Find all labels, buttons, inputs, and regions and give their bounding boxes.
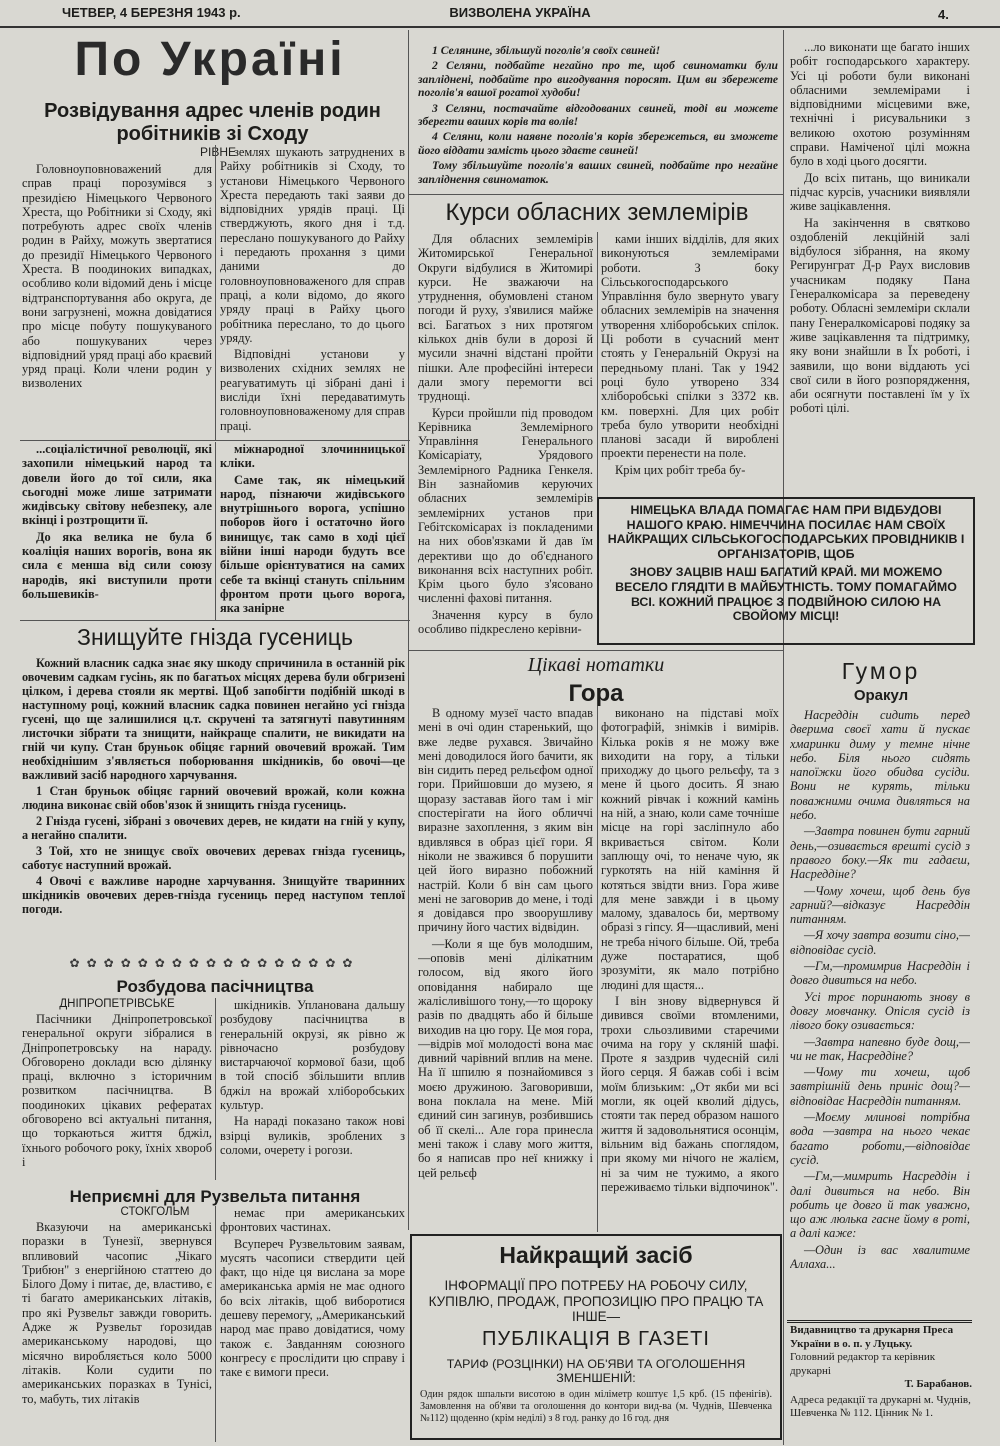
appeal-pigs: 1 Селянине, збільшуй поголів'я своїх свиней! 2 Селяни, подбайте негайно про те, щоб свиноматки були запліднені, подбайте про вигодування поросят. Цим ви збережете поголів'я вашої рогатої худоби! 3 Селяни, постачайте відгодованих свиней, тоді ви можете зберегти ваших корів та волів! 4 Селяни, коли наявне поголів'я корів збережеться, ви зможете його віддати замість цього здаєте свиней! Тому збільшуйте поголів'я ваших свиней, подбайте про негайне запліднення свиноматок. (418, 44, 778, 186)
article-title-caterpillars: Знищуйте гнізда гусениць (77, 624, 353, 650)
section-rule (20, 440, 410, 441)
ad-headline: ПУБЛІКАЦІЯ В ГАЗЕТІ (482, 1327, 710, 1350)
ad-body: ІНФОРМАЦІЇ ПРО ПОТРЕБУ НА РОБОЧУ СИЛУ, КУПІВЛЮ, ПРОДАЖ, ПРОПОЗИЦІЮ ПРО ПРАЦЮ ТА ІНШЕ— (428, 1278, 764, 1324)
article-title-beekeeping: Розбудова пасічництва (116, 977, 314, 996)
ad-tariff: ТАРИФ (РОЗЦІНКИ) НА ОБ'ЯВИ ТА ОГОЛОШЕННЯ ЗМЕНШЕНІЙ: (446, 1356, 746, 1385)
right-column-continuation: ...ло виконати ще багато інших робіт господарського характеру. Усі ці роботи були виконані обласними землемірами і відповідними місцевими вже, технічні і рисувальники з великою охотою розумінням справи. Наміченої цілі можна було в ході цього досягти. До всіх питань, що виникали підчас курсів, учасники виявляли живе зацікавлення. На закінчення в святково оздобленій лекційній залі відбулося зібрання, на якому Регирунграт Д-р Раух висловив учасникам подяку Пана Генералкомісара за переведену роботу. Обласні землеміри склали пану Генералкомісарові подяку за живе зацікавлення та підтримку, яку вони знайшли в Їх роботі, і заявили, що вони віддають усі свої сили в його розпорядження, аби осягнути поставлені їм у їх роботі цілі. (790, 40, 970, 416)
section-rule (408, 650, 783, 651)
imprint-rule (787, 1320, 972, 1323)
notes-kicker: Цікаві нотатки (527, 654, 665, 676)
dateline-rivne: РІВНЕ (200, 145, 237, 159)
article-body-col1: Головноуповноважений для справ праці порозумівся з президією Німецького Червоного Хреста, що Робітники зі Сходу, які потребують адрес своїх членів родин в Райху, можуть звертатися до президії Німецького Червоного Хреста. В поодиноких випадках, особливо коли відомий день і місце відтранспортування або округа, де вони загрузнені, можна довідатися про місце побуту пошукуваного або пошукуваних через відповідний уряд праці або краєвий уряд праці. Коли члени родин у визволених (22, 162, 212, 391)
ad-title: Найкращий засіб (499, 1242, 693, 1268)
surveyors-col2: ками інших відділів, для яких виконуються землемірами роботи. З боку Сільськогосподарського Управління було звернуто увагу обласних землемірів на значення утворення хліборобських спілок. Ці роботи в сучасний мент стоять у Генеральній Окрузі на передньому плані. Так у 1942 році було утворено 334 хліборобські спілки з 3372 кв. км. поверхні. Для цих робіт треба було утворити необхідні планові засади й вироблені проекти перенести на поле. Крім цих робіт треба бу- (601, 232, 779, 477)
column-rule (783, 650, 784, 1445)
imprint (790, 1324, 972, 1442)
column-rule (215, 1206, 216, 1442)
advertisement-box (410, 1234, 782, 1440)
caterpillars-body: Кожний власник садка знає яку шкоду спричинила в останній рік овочевим садкам гусінь, як по багатьох місцях дерева були обгризені цілком, і дерева стояли як мертві. Щоб запобігти подібній шкоді в наступному році, кожний власник садка повинен негайно усі гнізда гусені, що ще залишилися ц.т. скручені та затягнуті павутинням листочки зібрати та знищити, найкраще спалити, не викидати на гній чи купу. Стан бруньок обіцяє гарний овочевий врожай. Тим необхіднішим з'являється поборювання шкідників, бо овочі—це важливий засіб народного харчування. 1 Стан бруньок обіцяє гарний овочевий врожай, коли кожна людина виконає свій обов'язок й знищить гнізда гусениць. 2 Гнізда гусені, зібрані з овочевих дерев, не кидати на гній у купу, а негайно спалити. 3 Той, хто не знищує своїх овочевих деревах гнізда гусениць, саботує наступний врожай. 4 Овочі є важливе народне харчування. Знищуйте тваринних шкідників овочевих дерев-гнізда гусениць перед наступом теплої погоди. (22, 656, 405, 916)
banner-line1: НІМЕЦЬКА ВЛАДА ПОМАГАЄ НАМ ПРИ ВІДБУДОВІ НАШОГО КРАЮ. НІМЕЧЧИНА ПОСИЛАЄ НАМ СВОЇХ НАЙКРАЩИХ СІЛЬСЬКОГОСПОДАРСЬКИХ ПРОВІДНИКІВ І ОРГАНІЗАТОРІВ, ЩОБ (607, 503, 965, 561)
humor-kicker: Гумор (841, 658, 921, 684)
propaganda-banner (597, 497, 975, 645)
column-rule (215, 442, 216, 620)
section-title: По Україні (74, 33, 346, 86)
section-rule (20, 620, 410, 621)
notes-title: Гора (568, 680, 624, 707)
beekeeping-col2: шкідників. Упланована дальшу розбудову пасічництва в генеральній окрузі, як рівно ж рівночасно розбудову вистарчаючої кормової бази, щоб в той спосіб збільшити вплив бджіл на врожай хліборобських культур. На нараді показано також нові взірці вуликів, зроблених з соломи, очерету і рогози. (220, 998, 405, 1157)
banner-line2: ЗНОВУ ЗАЦВІВ НАШ БАГАТИЙ КРАЙ. МИ МОЖЕМО ВЕСЕЛО ГЛЯДІТИ В МАЙБУТНІСТЬ. ТОМУ ПОМАГАЙМО ВСІ. КОЖНИЙ ПРАЦЮЄ З ПОДВІЙНОЮ СИЛОЮ НА СВОЙОМУ МІСЦІ! (615, 565, 957, 624)
beekeeping-col1: Пасічники Дніпропетровської генеральної округи зібралися в Дніпропетровську на нараду. Обговорено доклади всю ділянку праці, включно з історичним розвитком пасічництва. В поодиноких цікавих рефератах обговорено всі актуальні питання, що торкаються життя бджіл, їхнього робочого року, їхніх хвороб і (22, 1012, 212, 1169)
humor-title: Оракул (853, 687, 909, 704)
section-rule (408, 194, 783, 195)
humor-body: Насреддін сидить перед дверима своєї хати й пускає хмаринки диму у темне нічне небо. Біля нього сидять напоїжки його обидва сусіди. Вони не курять, тільки поважними очима дивляться на небо. —Завтра повинен бути гарний день,—озивається врешті сусід з правого боку.—Як ти гадаєш, Насреддіне? —Чому хочеш, щоб день був гарний?—відказує Насреддін питанням. —Я хочу завтра возити сіно,—відповідає сусід. —Гм,—промимрив Насреддін і довго дивиться на небо. Усі троє поринають знову в довгу мовчанку. Опісля сусід із лівого боку озивається: —Завтра напевно буде дощ,—чи не так, Насреддіне? —Чому ти хочеш, щоб завтрішній день приніс дощ?—відповідає Насреддін питанням. —Моєму млинові потрібна вода —завтра на нього чекає багато роботи,—відповідає сусід. —Гм,—мимрить Насреддін і далі дивиться на небо. Він робить це довго й так уважно, що аж люлька гасне йому в роті, а далі каже: —Один із вас хвалитиме Аллаха... (790, 708, 970, 1271)
fragment-mid: міжнародної злочинницької кліки. Саме так, як німецький народ, пізнаючи жидівського внутрішнього ворога, успішно поборов його і остаточно його винищує, так само в ході цієї війни інші народи будуть все більше орієнтуватися на самих себе та вкінці стануть спільним фронтом проти цього ворога, яка занірне (220, 442, 405, 616)
article-title-addresses: Розвідування адрес членів родин робітників зі Сходу (44, 100, 381, 145)
column-rule (215, 998, 216, 1180)
fragment-left: ...соціалістичної революції, які захопили німецький народ та довели його до тої сили, яка сьогодні може лише затримати жидівську світову небезпеку, але вкінці і розтрощити її. До яка велика не була б коаліція наших ворогів, вона як сила є менша від сили союзу народів, які виступили проти большевиків- (22, 442, 212, 601)
column-rule (408, 650, 409, 1230)
editor-label: Головний редактор та керівник друкарні (790, 1351, 936, 1377)
column-rule (597, 706, 598, 1232)
roosevelt-col2: немає при американських фронтових частинах. Всупереч Рузвельтовим заявам, мусять часописи ствердити цей факт, що ніде ця вислана за море американська армія не має одного бо всіх літаків, щоб виборотися дешеву перемогу, „Американський народ має право довідатися, чому також є. Завданням союзного конгресу є прослідити цю справу і таке є вимоги преси. (220, 1206, 405, 1380)
article-body-col2: землях шукають затруднених в Райху робітників зі Сходу, то установи Німецького Червоного Хреста передають такі заяви до відповідних урядів праці. Ці стверджують, якого дня і т.д. переслано пошукуваного до Райху і передають прохання з цими даними до головноуповноваженого для справ праці, а коли відомо, до якого уряду праці в Райху цього робітника переслано, то до цього уряду. Відповідні установи у визволених східних землях не реагуватимуть ці зібрані дані і висліди їхні передаватимуть головноуповноваженому для справ праці. (220, 145, 405, 433)
dateline-dnipro: ДНІПРОПЕТРІВСЬКЕ (59, 998, 175, 1010)
column-rule (215, 145, 216, 440)
issue-date: ЧЕТВЕР, 4 БЕРЕЗНЯ 1943 р. (62, 5, 241, 20)
dateline-stockholm: СТОКГОЛЬМ (120, 1206, 190, 1218)
ornament-divider: ✿ ✿ ✿ ✿ ✿ ✿ ✿ ✿ ✿ ✿ ✿ ✿ ✿ ✿ ✿ ✿ ✿ (69, 956, 355, 970)
notes-col2: виконано на підставі моїх фотографій, знімків і вимірів. Кілька років я не можу вже виходити на гору, а тільки приходжу до цього рельєфу, та з мене й цього досить. Я знаю кожний рівчак і кожний камінь на ній, а знаю, коли саме точніше місце на горі засліпнуло або вкривається світом. Коли заплющу очі, то неначе чую, як гуркотять на ній каміння й котяться звідти вниз. Гора живе для мене завжди і в цьому малому, здавалось би, мертвому образі з гіпсу. Я—щасливий, мені не треба нічого більше. Ой, треба дуже постаратися, щоб зрозуміти, як мало потрібно людині для щастя... І він знову відвернувся й дивився своїми втомленими, трохи сльозливими старечими очима на гору у скляній шафі. Проте я заздрив чудесній силі його серця. Я бажав собі і всім моїм близьким: „От якби ми всі могли, як оцей кволий дідусь, стояти так перед образом нашого життя й задовольнятися осонцім, вільним від бажань споглядом, при якому ми нічого не жалієм, ні за чим не тужимо, а якого переживаємо тільки відпочинок". (601, 706, 779, 1194)
surveyors-col1: Для обласних землемірів Житомирської Генеральної Округи відбулися в Житомирі курси. Не зважаючи на утруднення, обумовлені станом погоди й руху, з'явилися майже всі. Багатьох з них протягом кількох днів були в дорозі й мусили значні відстані пройти пішки. Але професійні інтереси дали змогу перемогти всі труднощі. Курси пройшли під проводом Керівника Землемірного Управління Генерального Комісаріату, Урядового Землемірного Радника Генкеля. Він зазнайомив керуючих обласних землемірів землемірних установ при Гебітскомісарах із покладеними на них обов'язками й дав їм дерективи що до об'єднаного виконання всіх наступних робіт. Крім цього було з'ясовано численні фахові питання. Значення курсу в було особливо підкреслено керівни- (418, 232, 593, 637)
editor-name: Т. Барабанов. (904, 1378, 972, 1390)
page-number: 4. (938, 7, 949, 22)
column-rule (408, 30, 409, 650)
notes-col1: В одному музеї часто впадав мені в очі один старенький, що вже ледве рухався. Звичайно мені доводилося його бачити, як він сидить перед рельєфом одної гори. Прийшовши до музею, я щоразу заставав його там і міг спостерігати на його обличчі виразне захоплення, з яким він вдивлявся в образ цієї гори. Я ніколи не зважився б порушити цей його виразно побожний настрій. Коли б він сам цього мені не заговорив до мене, і тоді я довідався про звоорушливу причину його частих відвідин. —Коли я ще був молодшим,—оповів мені ділікатним голосом, від якого його оповідання набирало ще жалісливішого тону,—то щороку разів по двадцять або й більше виходив на цю гору. Це моя гора,—відрів мої молодості вона має дивний чарівний вплив на мене. На її шпилю я познайомився з моєю дружиною. Заговоривши, вона поклала на мене. Мій єдиний син загинув, розбившись об її скелі... Але гора принесла мені також і славу мого життя, бо я написав про неї книжку і цей рельєф (418, 706, 593, 1180)
newspaper-name: ВИЗВОЛЕНА УКРАЇНА (449, 5, 591, 20)
roosevelt-col1: Вказуючи на американські поразки в Тунезії, звернувся впливовий часопис „Чікаго Трибюн" з енергійною статтею до Білого Дому і питає, де, властиво, є ті багато американських літаків, про які Рузвельт завжди говорить. Адже ж Рузвельт ґорозидав американському народові, що місячно виробляється коло 5000 літаків. Коли судити по американських поразках в Тунісі, то, мабуть, тих літаків (22, 1220, 212, 1406)
publisher-line: Видавництво та друкарня Преса України в о. п. у Луцьку. (790, 1324, 954, 1350)
article-title-roosevelt: Неприємні для Рузвельта питання (69, 1187, 361, 1206)
article-title-surveyors: Курси обласних землемірів (445, 199, 749, 226)
address-line: Адреса редакції та друкарні м. Чуднів, Шевченка № 112. Цінник № 1. (790, 1393, 971, 1419)
column-rule (597, 232, 598, 502)
masthead-rule (0, 26, 1000, 28)
ad-small-print: Один рядок шпальти висотою в один міліметр коштує 1,5 крб. (15 пфенігів). Замовлення на об'яви та оголошення до контори вид-ва (м. Чуднів, Шевченка №112) щоденно (крім неділі) з 8 год. ранку до 16 год. дня (420, 1388, 772, 1424)
